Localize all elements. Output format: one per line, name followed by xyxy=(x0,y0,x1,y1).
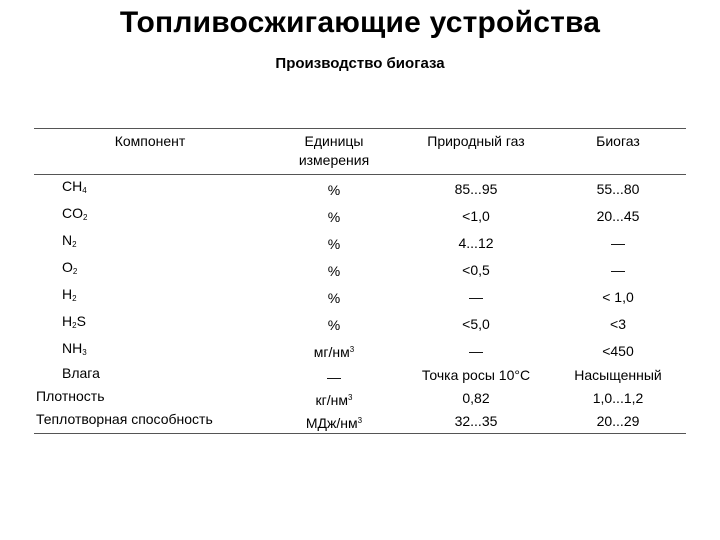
table-row xyxy=(34,410,686,434)
header-units: Единицы измерения xyxy=(266,129,402,175)
cell-natural-gas: 32...35 xyxy=(402,410,550,434)
table-row xyxy=(34,229,686,256)
cell-component: $NH_3$ xyxy=(62,340,87,357)
cell-natural-gas: 85...95 xyxy=(454,180,498,197)
cell-natural-gas: — xyxy=(469,288,483,305)
gas-composition-table xyxy=(34,128,686,434)
cell-units: % xyxy=(327,235,341,252)
table-row xyxy=(34,175,686,203)
cell-units: МДж/$нм^3$ xyxy=(266,410,402,434)
cell-component: $N_2$ xyxy=(62,232,77,249)
cell-biogas: 55...80 xyxy=(596,180,640,197)
cell-component: Теплотворная способность xyxy=(34,410,266,434)
table-row xyxy=(34,310,686,337)
cell-component: $CO_2$ xyxy=(62,205,88,222)
cell-units: % xyxy=(327,262,341,279)
cell-biogas: — xyxy=(611,234,625,251)
cell-natural-gas: <1,0 xyxy=(462,207,490,224)
cell-biogas: 20...29 xyxy=(550,410,686,434)
cell-natural-gas: Точка росы 10°С xyxy=(421,367,531,383)
cell-component: $H_2S$ xyxy=(62,313,86,330)
cell-units: % xyxy=(327,181,341,198)
cell-biogas: Насыщенный xyxy=(574,367,662,383)
table-row xyxy=(34,202,686,229)
table-row xyxy=(34,283,686,310)
slide-subtitle: Производство биогаза xyxy=(275,55,445,72)
cell-biogas: 20...45 xyxy=(596,207,640,224)
cell-units: % xyxy=(327,289,341,306)
cell-natural-gas: 0,82 xyxy=(462,390,490,406)
cell-units: % xyxy=(327,208,341,225)
cell-units: % xyxy=(327,316,341,333)
cell-units: — xyxy=(327,368,341,385)
cell-units: $кг/нм^3$ xyxy=(315,391,353,408)
cell-units: $мг/нм^3$ xyxy=(313,343,355,360)
cell-component: $CH_4$ xyxy=(62,178,87,195)
cell-component: $O_2$ xyxy=(62,259,78,276)
cell-component: Плотность xyxy=(36,388,105,404)
cell-natural-gas: <5,0 xyxy=(462,315,490,332)
cell-component: $H_2$ xyxy=(62,286,77,303)
table-row xyxy=(34,387,686,410)
cell-natural-gas: <0,5 xyxy=(462,261,490,278)
cell-natural-gas: — xyxy=(469,342,483,359)
cell-biogas: <3 xyxy=(610,315,626,332)
cell-natural-gas: 4...12 xyxy=(458,234,494,251)
cell-biogas: < 1,0 xyxy=(602,288,634,305)
table-row xyxy=(34,337,686,364)
table-row xyxy=(34,364,686,387)
table-header-row xyxy=(34,129,686,175)
cell-biogas: <450 xyxy=(602,342,634,359)
header-natural-gas: Природный газ xyxy=(402,129,550,175)
cell-biogas: — xyxy=(611,261,625,278)
slide-title: Топливосжигающие устройства xyxy=(119,6,601,39)
cell-biogas: 1,0...1,2 xyxy=(592,390,644,406)
table-row xyxy=(34,256,686,283)
cell-component: Влага xyxy=(62,365,100,381)
header-component: Компонент xyxy=(34,129,266,175)
header-biogas: Биогаз xyxy=(550,129,686,175)
